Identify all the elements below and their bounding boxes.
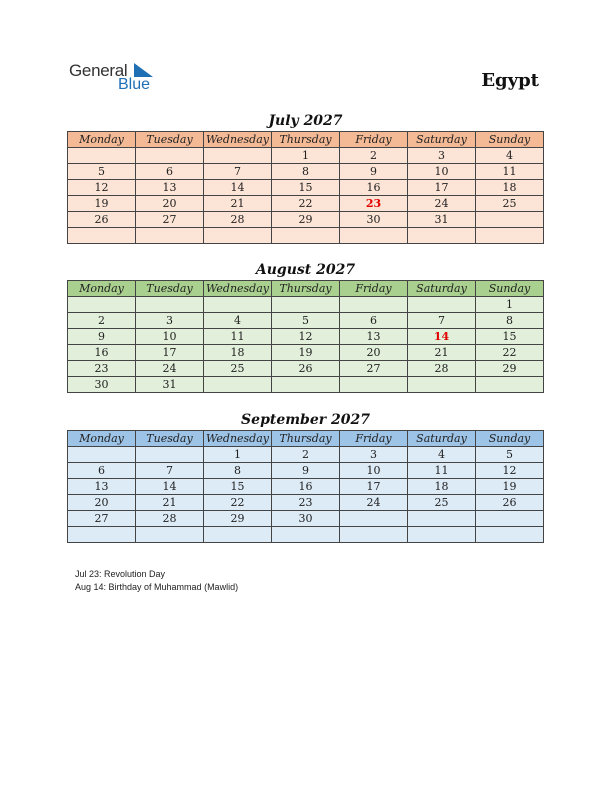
day-cell: 21 xyxy=(136,495,204,511)
week-row xyxy=(68,447,544,463)
weekday-header: Monday xyxy=(68,431,136,447)
weekday-header-row xyxy=(68,281,544,297)
week-row xyxy=(68,511,544,527)
day-cell: 11 xyxy=(476,164,544,180)
day-cell: 31 xyxy=(408,212,476,228)
week-row xyxy=(68,527,544,543)
day-cell: 17 xyxy=(340,479,408,495)
empty-day-cell xyxy=(68,228,136,244)
day-cell: 3 xyxy=(136,313,204,329)
day-cell: 30 xyxy=(340,212,408,228)
day-cell: 14 xyxy=(408,329,476,345)
day-cell: 4 xyxy=(476,148,544,164)
empty-day-cell xyxy=(408,297,476,313)
day-cell: 27 xyxy=(340,361,408,377)
weekday-header: Friday xyxy=(340,132,408,148)
day-cell: 22 xyxy=(272,196,340,212)
week-row xyxy=(68,228,544,244)
weekday-header: Thursday xyxy=(272,132,340,148)
weekday-header: Monday xyxy=(68,281,136,297)
day-cell: 2 xyxy=(68,313,136,329)
day-cell: 10 xyxy=(136,329,204,345)
day-cell: 28 xyxy=(136,511,204,527)
day-cell: 18 xyxy=(408,479,476,495)
month-title: August 2027 xyxy=(255,262,356,278)
day-cell: 3 xyxy=(340,447,408,463)
day-cell: 21 xyxy=(204,196,272,212)
day-cell: 11 xyxy=(408,463,476,479)
empty-day-cell xyxy=(136,148,204,164)
day-cell: 16 xyxy=(340,180,408,196)
month-title: July 2027 xyxy=(268,113,343,129)
weekday-header: Thursday xyxy=(272,281,340,297)
month-title: September 2027 xyxy=(241,412,370,428)
day-cell: 10 xyxy=(408,164,476,180)
empty-day-cell xyxy=(340,228,408,244)
day-cell: 28 xyxy=(204,212,272,228)
day-cell: 8 xyxy=(476,313,544,329)
day-cell: 13 xyxy=(136,180,204,196)
day-cell: 17 xyxy=(408,180,476,196)
day-cell: 5 xyxy=(68,164,136,180)
week-row xyxy=(68,180,544,196)
day-cell: 23 xyxy=(68,361,136,377)
weekday-header: Sunday xyxy=(476,281,544,297)
empty-day-cell xyxy=(68,447,136,463)
day-cell: 16 xyxy=(68,345,136,361)
weekday-header: Wednesday xyxy=(204,281,272,297)
day-cell: 10 xyxy=(340,463,408,479)
day-cell: 16 xyxy=(272,479,340,495)
day-cell: 18 xyxy=(204,345,272,361)
week-row xyxy=(68,297,544,313)
weekday-header-row xyxy=(68,132,544,148)
day-cell: 2 xyxy=(272,447,340,463)
logo-blue-text: Blue xyxy=(118,76,151,93)
weekday-header: Friday xyxy=(340,431,408,447)
day-cell: 26 xyxy=(68,212,136,228)
empty-day-cell xyxy=(476,212,544,228)
day-cell: 20 xyxy=(68,495,136,511)
day-cell: 6 xyxy=(136,164,204,180)
week-row xyxy=(68,313,544,329)
empty-day-cell xyxy=(476,377,544,393)
day-cell: 30 xyxy=(68,377,136,393)
day-cell: 5 xyxy=(476,447,544,463)
week-row xyxy=(68,196,544,212)
day-cell: 12 xyxy=(272,329,340,345)
day-cell: 6 xyxy=(340,313,408,329)
day-cell: 29 xyxy=(272,212,340,228)
calendar-table xyxy=(67,131,544,244)
empty-day-cell xyxy=(408,527,476,543)
empty-day-cell xyxy=(272,527,340,543)
day-cell: 4 xyxy=(204,313,272,329)
empty-day-cell xyxy=(68,297,136,313)
week-row xyxy=(68,479,544,495)
day-cell: 22 xyxy=(476,345,544,361)
day-cell: 18 xyxy=(476,180,544,196)
day-cell: 19 xyxy=(272,345,340,361)
empty-day-cell xyxy=(136,297,204,313)
day-cell: 8 xyxy=(272,164,340,180)
empty-day-cell xyxy=(136,527,204,543)
day-cell: 19 xyxy=(68,196,136,212)
day-cell: 15 xyxy=(476,329,544,345)
empty-day-cell xyxy=(408,228,476,244)
empty-day-cell xyxy=(340,527,408,543)
day-cell: 23 xyxy=(272,495,340,511)
day-cell: 25 xyxy=(408,495,476,511)
month-july xyxy=(67,111,544,244)
day-cell: 24 xyxy=(340,495,408,511)
day-cell: 15 xyxy=(204,479,272,495)
empty-day-cell xyxy=(340,377,408,393)
weekday-header: Thursday xyxy=(272,431,340,447)
day-cell: 13 xyxy=(68,479,136,495)
weekday-header: Tuesday xyxy=(136,132,204,148)
day-cell: 29 xyxy=(204,511,272,527)
empty-day-cell xyxy=(204,297,272,313)
day-cell: 24 xyxy=(408,196,476,212)
empty-day-cell xyxy=(204,228,272,244)
weekday-header: Sunday xyxy=(476,431,544,447)
day-cell: 22 xyxy=(204,495,272,511)
day-cell: 1 xyxy=(204,447,272,463)
day-cell: 7 xyxy=(204,164,272,180)
day-cell: 14 xyxy=(136,479,204,495)
day-cell: 27 xyxy=(136,212,204,228)
day-cell: 9 xyxy=(272,463,340,479)
empty-day-cell xyxy=(408,511,476,527)
day-cell: 12 xyxy=(476,463,544,479)
logo-triangle-icon xyxy=(134,63,153,77)
day-cell: 1 xyxy=(476,297,544,313)
day-cell: 21 xyxy=(408,345,476,361)
empty-day-cell xyxy=(204,527,272,543)
day-cell: 26 xyxy=(476,495,544,511)
weekday-header: Sunday xyxy=(476,132,544,148)
weekday-header: Wednesday xyxy=(204,431,272,447)
weekday-header: Monday xyxy=(68,132,136,148)
logo xyxy=(69,61,169,97)
country-title: Egypt xyxy=(481,70,539,91)
empty-day-cell xyxy=(136,447,204,463)
week-row xyxy=(68,212,544,228)
day-cell: 5 xyxy=(272,313,340,329)
day-cell: 30 xyxy=(272,511,340,527)
logo-general-text: General xyxy=(69,61,128,80)
week-row xyxy=(68,345,544,361)
day-cell: 9 xyxy=(340,164,408,180)
weekday-header: Tuesday xyxy=(136,431,204,447)
empty-day-cell xyxy=(204,377,272,393)
day-cell: 25 xyxy=(204,361,272,377)
day-cell: 25 xyxy=(476,196,544,212)
week-row xyxy=(68,361,544,377)
weekday-header: Wednesday xyxy=(204,132,272,148)
weekday-header: Saturday xyxy=(408,132,476,148)
holiday-note: Aug 14: Birthday of Muhammad (Mawlid) xyxy=(75,582,239,592)
day-cell: 8 xyxy=(204,463,272,479)
empty-day-cell xyxy=(272,297,340,313)
weekday-header: Saturday xyxy=(408,281,476,297)
day-cell: 6 xyxy=(68,463,136,479)
month-august xyxy=(67,260,544,393)
week-row xyxy=(68,329,544,345)
day-cell: 4 xyxy=(408,447,476,463)
empty-day-cell xyxy=(340,511,408,527)
day-cell: 14 xyxy=(204,180,272,196)
empty-day-cell xyxy=(204,148,272,164)
empty-day-cell xyxy=(408,377,476,393)
day-cell: 29 xyxy=(476,361,544,377)
day-cell: 11 xyxy=(204,329,272,345)
weekday-header: Friday xyxy=(340,281,408,297)
day-cell: 28 xyxy=(408,361,476,377)
day-cell: 7 xyxy=(136,463,204,479)
week-row xyxy=(68,148,544,164)
day-cell: 3 xyxy=(408,148,476,164)
calendar-table xyxy=(67,280,544,393)
empty-day-cell xyxy=(272,377,340,393)
day-cell: 7 xyxy=(408,313,476,329)
empty-day-cell xyxy=(340,297,408,313)
week-row xyxy=(68,377,544,393)
day-cell: 27 xyxy=(68,511,136,527)
empty-day-cell xyxy=(476,527,544,543)
empty-day-cell xyxy=(476,228,544,244)
weekday-header-row xyxy=(68,431,544,447)
day-cell: 26 xyxy=(272,361,340,377)
empty-day-cell xyxy=(476,511,544,527)
month-september xyxy=(67,410,544,543)
empty-day-cell xyxy=(136,228,204,244)
day-cell: 24 xyxy=(136,361,204,377)
day-cell: 20 xyxy=(136,196,204,212)
empty-day-cell xyxy=(272,228,340,244)
day-cell: 2 xyxy=(340,148,408,164)
day-cell: 15 xyxy=(272,180,340,196)
holiday-note: Jul 23: Revolution Day xyxy=(75,569,166,579)
empty-day-cell xyxy=(68,527,136,543)
day-cell: 1 xyxy=(272,148,340,164)
weekday-header: Tuesday xyxy=(136,281,204,297)
holiday-notes xyxy=(75,568,238,594)
day-cell: 12 xyxy=(68,180,136,196)
week-row xyxy=(68,164,544,180)
empty-day-cell xyxy=(68,148,136,164)
day-cell: 19 xyxy=(476,479,544,495)
day-cell: 20 xyxy=(340,345,408,361)
week-row xyxy=(68,495,544,511)
day-cell: 23 xyxy=(340,196,408,212)
day-cell: 9 xyxy=(68,329,136,345)
day-cell: 17 xyxy=(136,345,204,361)
day-cell: 31 xyxy=(136,377,204,393)
week-row xyxy=(68,463,544,479)
day-cell: 13 xyxy=(340,329,408,345)
weekday-header: Saturday xyxy=(408,431,476,447)
calendar-table xyxy=(67,430,544,543)
